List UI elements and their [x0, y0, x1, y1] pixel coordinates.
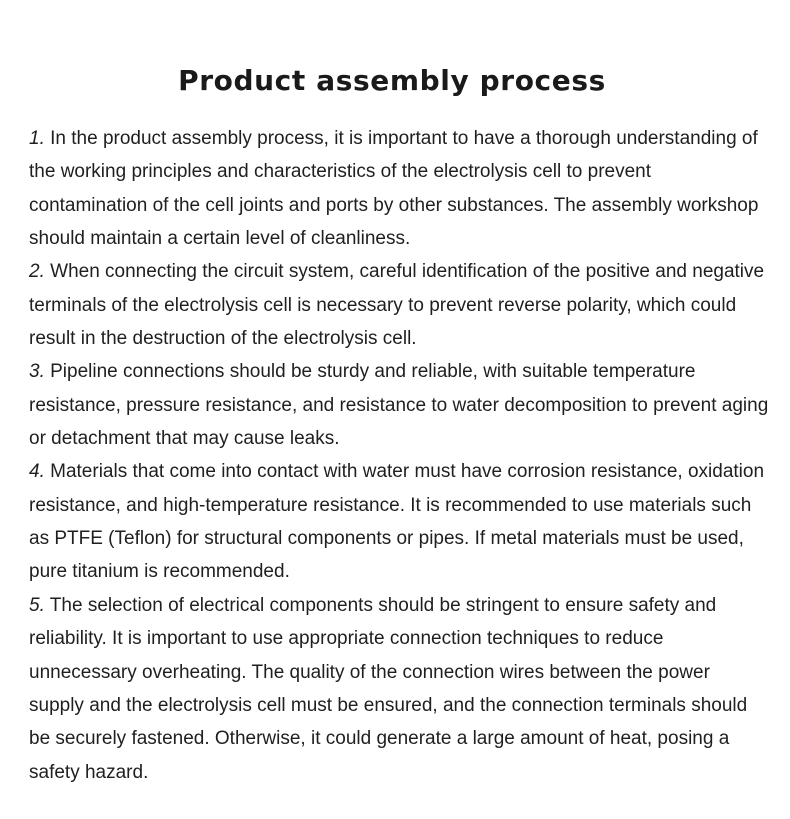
step-number: 2. — [29, 261, 45, 283]
step-item-1 — [29, 122, 769, 255]
step-text: In the product assembly process, it is important to have a thorough understanding of the working principles and characteristics of the electrolysis cell to prevent contamination of the cell joints and ports by other substances. The assembly workshop should maintain a certain level of cleanliness. — [29, 128, 759, 250]
step-number: 3. — [29, 361, 45, 383]
step-number: 1. — [29, 128, 45, 149]
step-number: 4. — [29, 461, 45, 483]
step-number: 5. — [29, 594, 45, 616]
step-item-4 — [29, 455, 769, 588]
step-item-2 — [29, 255, 769, 355]
assembly-steps — [29, 122, 769, 789]
step-text: The selection of electrical components should be stringent to ensure safety and reliability. It is important to use appropriate connection techniques to reduce unnecessary overheating. The quality of the connection wires between the power supply and the electrolysis cell must be ensured, and the connection terminals should be securely fastened. Otherwise, it could generate a large amount of heat, posing a safety hazard. — [29, 594, 748, 783]
step-text: When connecting the circuit system, careful identification of the positive and negative terminals of the electrolysis cell is necessary to prevent reverse polarity, which could result in the destruction of the electrolysis cell. — [29, 261, 765, 350]
step-item-3 — [29, 355, 769, 455]
step-item-5 — [29, 589, 769, 789]
page-title: Product assembly process — [178, 64, 606, 97]
step-text: Materials that come into contact with water must have corrosion resistance, oxidation resistance, and high-temperature resistance. It is recommended to use materials such as PTFE (Teflon) for structural components or pipes. If metal materials must be used, pure titanium is recommended. — [29, 461, 765, 583]
step-text: Pipeline connections should be sturdy and reliable, with suitable temperature resistance, pressure resistance, and resistance to water decomposition to prevent aging or detachment that may cause leaks. — [29, 361, 769, 450]
